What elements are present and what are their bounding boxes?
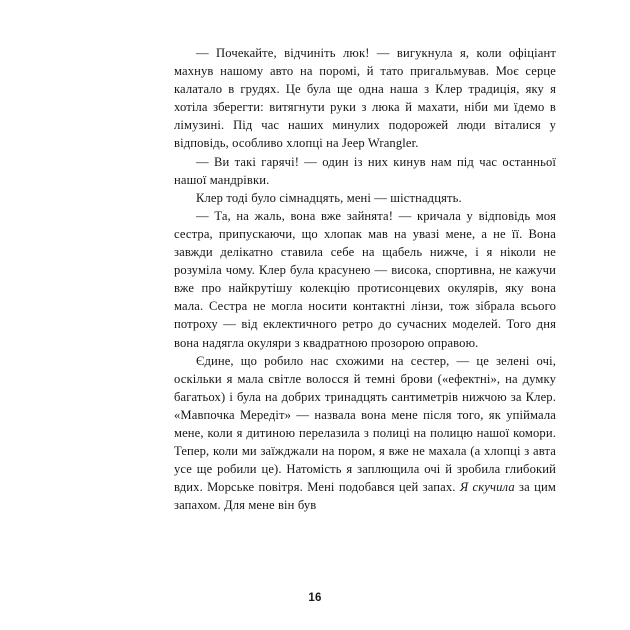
- paragraph-text: — Ви такі гарячі! — один із них кинув нам під час останньої нашої мандрівки.: [174, 154, 556, 187]
- paragraph: [174, 207, 556, 352]
- paragraph-text: за цим запахом. Для мене він був: [174, 480, 556, 513]
- body-text-column: [174, 44, 556, 514]
- paragraph-text: Єдине, що робило нас схожими на сестер, — це зелені очі, оскільки я мала світле волосся й темні брови («ефектні», на думку багатьох) і була на добрих тринадцять сантиметрів нижчою за Клер. «Мавпочка Мередіт» — назвала вона мене після того, як упіймала мене, коли я дитиною перелазила з полиці на полицю нашої комори. Тепер, коли ми заїжджали на пором, я вже не махала (а хлопці з авта усе ще робили це). Натомість я заплющила очі й зробила глибокий вдих. Морське повітря. Мені подобався цей запах.: [174, 353, 556, 495]
- paragraph-text: Клер тоді було сімнадцять, мені — шістнадцять.: [196, 190, 462, 205]
- paragraph-text: — Та, на жаль, вона вже зайнята! — кричала у відповідь моя сестра, припускаючи, що хлопак мав на увазі мене, а не її. Вона завжди делікатно ставила себе на щабель нижче, і я ніколи не розуміла чому. Клер була красунею — висока, спортивна, не кажучи вже про найкрутішу колекцію протисонцевих окулярів, яку вона мала. Сестра не могла носити контактні лінзи, тож зібрала всього потроху — від еклектичного ретро до сучасних моделей. Того дня вона надягла окуляри з квадратною прозорою оправою.: [174, 208, 556, 350]
- paragraph-text: — Почекайте, відчиніть люк! — вигукнула я, коли офіціант махнув нашому авто на поромі, й тато пригальмував. Моє серце калатало в грудях. Це була ще одна наша з Клер традиція, яку я хотіла зберегти: витягнути руки з люка й махати, ніби ми їдемо в лімузині. Під час наших минулих подорожей люди віталися у відповідь, особливо хлопці на Jeep Wrangler.: [174, 46, 556, 151]
- paragraph: [174, 153, 556, 189]
- paragraph-text-italic: Я скучила: [459, 480, 515, 495]
- paragraph: [174, 189, 556, 207]
- page-number: 16: [308, 592, 322, 604]
- paragraph: [174, 44, 556, 153]
- paragraph: [174, 352, 556, 515]
